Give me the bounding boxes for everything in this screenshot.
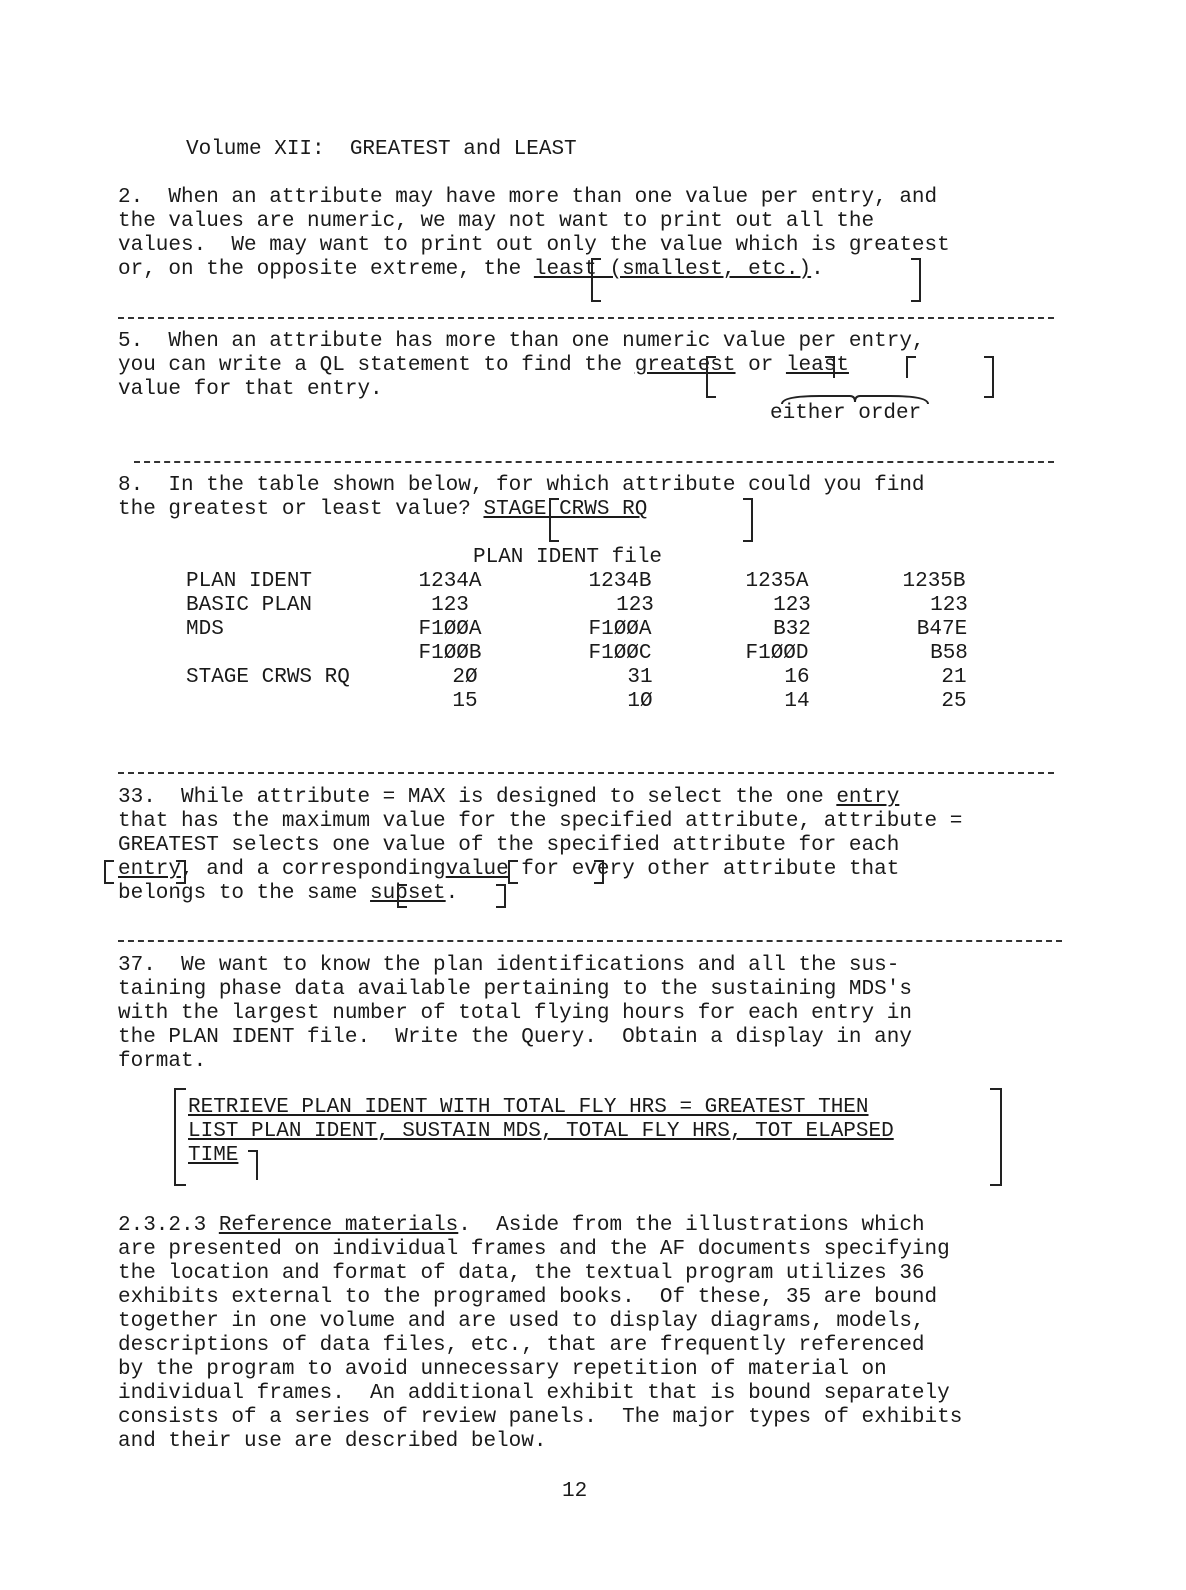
section-line-1 [118, 1214, 925, 1238]
frame-33-bracket-2-left [508, 860, 518, 884]
frame-33-bracket-2-right [594, 860, 604, 884]
frame-33-line-5 [118, 882, 458, 906]
table-cell: F1ØØB [418, 642, 482, 665]
frame-33-line-1-text: 33. While attribute = MAX is designed to select the one [118, 786, 837, 809]
frame-33-end: . [445, 882, 459, 905]
frame-33-mid: , and a corresponding [181, 858, 446, 881]
frame-33-bracket-3-left [397, 884, 407, 908]
frame-33-line-2: that has the maximum value for the specified attribute, attribute = [118, 810, 963, 833]
frame-2-line-4 [118, 258, 824, 282]
frame-5-bracket-1-left [706, 356, 716, 398]
table-cell: 1Ø [627, 690, 653, 713]
frame-8-line-1: 8. In the table shown below, for which attribute could you find [118, 474, 925, 497]
table-cell: F1ØØD [745, 642, 809, 665]
table-cell: 31 [627, 666, 653, 689]
frame-37-line-1: 37. We want to know the plan identifications and all the sus- [118, 954, 900, 977]
frame-33-bracket-3-right [496, 884, 506, 908]
frame-33-line-1 [118, 786, 899, 810]
frame-2-line-4-text: or, on the opposite extreme, the [118, 258, 534, 281]
frame-2-end: . [811, 258, 824, 281]
section-line-2: are presented on individual frames and the AF documents specifying [118, 1238, 950, 1261]
table-cell: 123 [930, 594, 968, 617]
frame-37-answer-line-1: RETRIEVE PLAN IDENT WITH TOTAL FLY HRS = GREATEST THEN [188, 1096, 869, 1119]
frame-37-answer-line-3: TIME [188, 1144, 239, 1167]
table-cell: 123 [773, 594, 811, 617]
frame-2-line-2: the values are numeric, we may not want to print out all the [118, 210, 875, 233]
frame-33-bracket-1-left [104, 860, 114, 884]
row-label-basic-plan: BASIC PLAN [186, 594, 313, 617]
table-cell: 1234A [418, 570, 482, 593]
frame-33-line-4-end: for every other attribute that [508, 858, 900, 881]
frame-8-answer: STAGE CRWS RQ [483, 498, 648, 521]
frame-33-line-3: GREATEST selects one value of the specified attribute for each [118, 834, 900, 857]
section-heading: Reference materials [218, 1214, 459, 1237]
separator-4 [118, 940, 1062, 942]
frame-5-line-2-text: you can write a QL statement to find the [118, 354, 635, 377]
table-cell: 1235B [902, 570, 966, 593]
table-cell: F1ØØA [418, 618, 482, 641]
frame-2-answer: least (smallest, etc.) [533, 258, 812, 281]
table-cell: B47E [916, 618, 968, 641]
section-line-5: together in one volume and are used to display diagrams, models, [118, 1310, 925, 1333]
section-number: 2.3.2.3 [118, 1214, 219, 1237]
frame-5-answer-1: greatest [634, 354, 736, 377]
frame-37-answer-end-bracket [248, 1150, 258, 1180]
page-number: 12 [562, 1480, 588, 1503]
table-cell: F1ØØA [588, 618, 652, 641]
frame-37-line-4: the PLAN IDENT file. Write the Query. Obtain a display in any [118, 1026, 912, 1049]
table-cell: F1ØØC [588, 642, 652, 665]
section-line-8: individual frames. An additional exhibit that is bound separately [118, 1382, 950, 1405]
table-cell: 2Ø [452, 666, 478, 689]
table-cell: 1235A [745, 570, 809, 593]
frame-37-line-5: format. [118, 1050, 207, 1073]
row-label-plan-ident: PLAN IDENT [186, 570, 313, 593]
frame-5-bracket-2-left [906, 356, 916, 378]
frame-2-bracket-left [591, 258, 601, 302]
row-label-mds: MDS [186, 618, 224, 641]
frame-33-entry: entry [836, 786, 900, 809]
section-line-7: by the program to avoid unnecessary repetition of material on [118, 1358, 887, 1381]
row-label-stage-crws-rq: STAGE CRWS RQ [186, 666, 350, 689]
separator-3 [118, 772, 1054, 774]
section-line-10: and their use are described below. [118, 1430, 547, 1453]
separator-2 [134, 461, 1054, 463]
frame-5-bracket-2-right [984, 356, 994, 398]
frame-37-answer-bracket-right [990, 1088, 1002, 1186]
frame-37-answer-bracket-left [174, 1088, 186, 1186]
frame-2-line-1: 2. When an attribute may have more than one value per entry, and [118, 186, 938, 209]
frame-5-bracket-1-right [825, 356, 835, 378]
table-title: PLAN IDENT file [473, 546, 663, 569]
separator-1 [118, 317, 1054, 319]
frame-5-or: or [735, 354, 786, 377]
table-cell: 15 [452, 690, 478, 713]
table-cell: 21 [941, 666, 967, 689]
frame-5-line-2 [118, 354, 849, 378]
frame-37-answer-line-2: LIST PLAN IDENT, SUSTAIN MDS, TOTAL FLY HRS, TOT ELAPSED [188, 1120, 894, 1143]
frame-33-answer-3: subset [370, 882, 446, 905]
frame-33-answer-2: value [445, 858, 509, 881]
frame-8-line-2-text: the greatest or least value? [118, 498, 484, 521]
frame-2-bracket-right [911, 258, 921, 302]
section-line-9: consists of a series of review panels. The major types of exhibits [118, 1406, 963, 1429]
frame-8-bracket-left [549, 498, 559, 542]
frame-5-line-3: value for that entry. [118, 378, 383, 401]
table-cell: B58 [930, 642, 968, 665]
section-line-6: descriptions of data files, etc., that are frequently referenced [118, 1334, 925, 1357]
table-cell: 16 [784, 666, 810, 689]
table-cell: 14 [784, 690, 810, 713]
volume-title: Volume XII: GREATEST and LEAST [186, 138, 577, 161]
table-cell: 123 [431, 594, 469, 617]
frame-8-line-2 [118, 498, 647, 522]
frame-5-note: either order [770, 402, 922, 425]
section-line-3: the location and format of data, the textual program utilizes 36 [118, 1262, 925, 1285]
frame-5-answer-2: least [785, 354, 849, 377]
section-line-1-rest: . Aside from the illustrations which [458, 1214, 925, 1237]
table-cell: 123 [616, 594, 654, 617]
table-cell: B32 [773, 618, 811, 641]
table-cell: 1234B [588, 570, 652, 593]
frame-8-bracket-right [743, 498, 753, 542]
frame-33-line-5-text: belongs to the same [118, 882, 371, 905]
table-cell: 25 [941, 690, 967, 713]
section-line-4: exhibits external to the programed books. Of these, 35 are bound [118, 1286, 938, 1309]
frame-37-line-2: taining phase data available pertaining to the sustaining MDS's [118, 978, 912, 1001]
frame-33-answer-1: entry [118, 858, 182, 881]
frame-37-line-3: with the largest number of total flying hours for each entry in [118, 1002, 912, 1025]
frame-2-line-3: values. We may want to print out only the value which is greatest [118, 234, 950, 257]
frame-33-bracket-1-right [176, 860, 186, 884]
frame-5-line-1: 5. When an attribute has more than one numeric value per entry, [118, 330, 925, 353]
